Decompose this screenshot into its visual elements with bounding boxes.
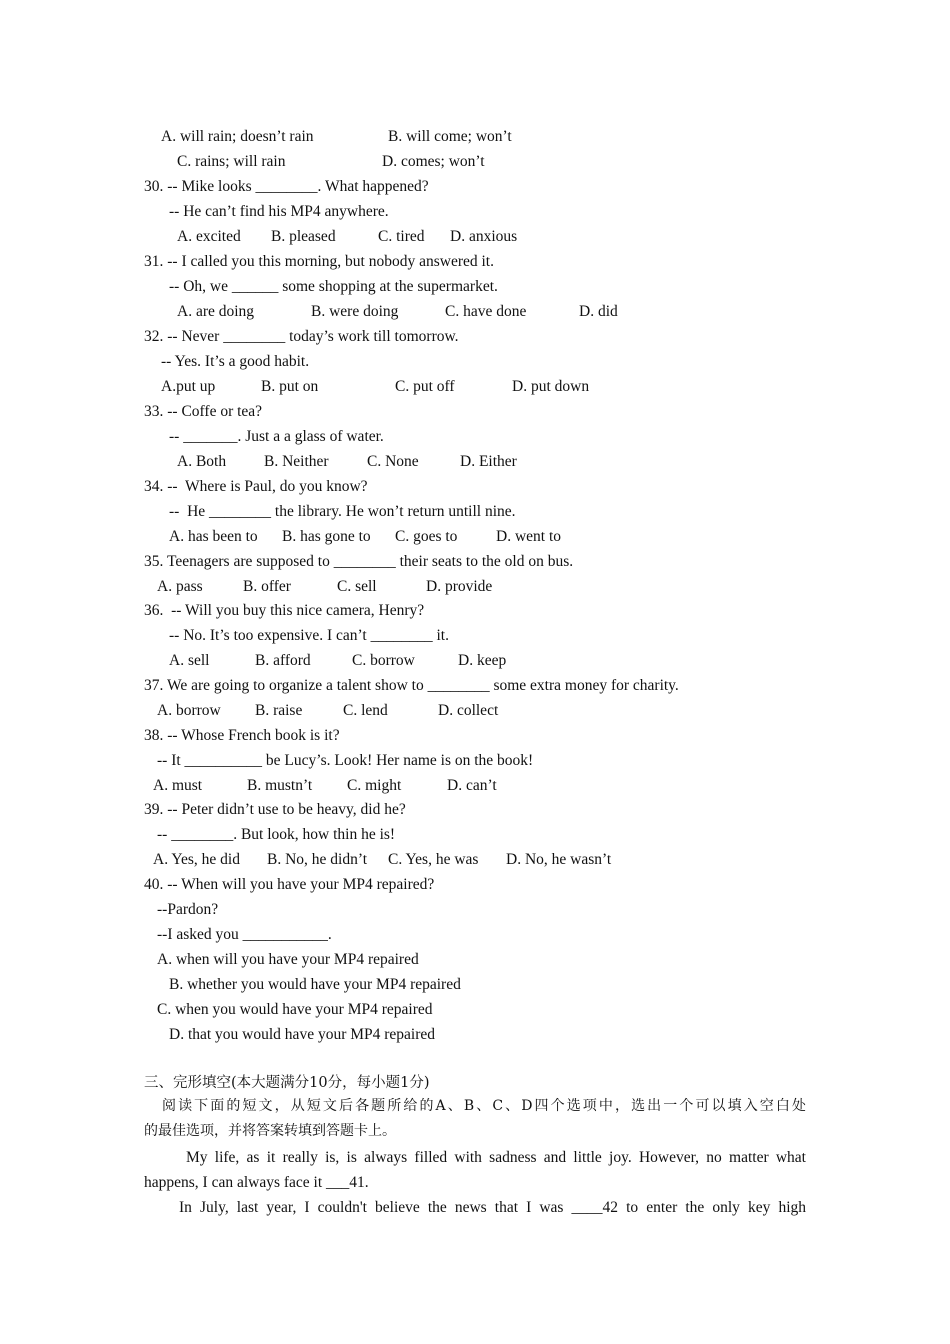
q34-option-d: D. went to [496, 528, 562, 545]
q36-option-a: A. sell [169, 652, 210, 669]
q32-option-d: D. put down [512, 378, 590, 395]
q34-option-c: C. goes to [395, 528, 458, 545]
q31-reply: -- Oh, we ______ some shopping at the supermarket. [169, 278, 498, 295]
q40-option-a: A. when will you have your MP4 repaired [157, 951, 419, 968]
q30-option-d: D. anxious [450, 228, 518, 245]
q29-option-a: A. will rain; doesn’t rain [161, 128, 314, 145]
q36-reply: -- No. It’s too expensive. I can’t ________ it. [169, 627, 449, 644]
q36-stem: 36. -- Will you buy this nice camera, Henry? [144, 602, 425, 619]
q38-stem: 38. -- Whose French book is it? [144, 727, 340, 744]
q35-option-d: D. provide [426, 578, 493, 595]
q38-option-a: A. must [153, 777, 203, 794]
q37-option-d: D. collect [438, 702, 499, 719]
q32-option-b: B. put on [261, 378, 319, 395]
q33-option-d: D. Either [460, 453, 517, 470]
q35-stem: 35. Teenagers are supposed to ________ their seats to the old on bus. [144, 553, 574, 570]
passage-p2-line-1: In July, last year, I couldn't believe the news that I was ____42 to enter the only key high [179, 1199, 806, 1216]
q38-reply: -- It __________ be Lucy’s. Look! Her name is on the book! [157, 752, 534, 769]
section-3-instruction-line-2: 的最佳选项，并将答案转填到答题卡上。 [144, 1123, 396, 1139]
q30-option-b: B. pleased [271, 228, 336, 245]
q31-option-a: A. are doing [177, 303, 255, 320]
q34-stem: 34. -- Where is Paul, do you know? [144, 478, 368, 495]
q30-stem: 30. -- Mike looks ________. What happened? [144, 178, 429, 195]
q36-option-b: B. afford [255, 652, 311, 669]
q32-reply: -- Yes. It’s a good habit. [161, 353, 310, 370]
q39-option-a: A. Yes, he did [153, 851, 240, 868]
section-3-instruction-line-1: 阅读下面的短文，从短文后各题所给的A、B、C、D四个选项中，选出一个可以填入空白处 [162, 1098, 806, 1114]
section-3-title: 三、完形填空(本大题满分10分，每小题1分) [144, 1075, 430, 1091]
q36-option-d: D. keep [458, 652, 507, 669]
q37-stem: 37. We are going to organize a talent show to ________ some extra money for charity. [144, 677, 679, 694]
q37-option-b: B. raise [255, 702, 303, 719]
q33-option-a: A. Both [177, 453, 227, 470]
q30-reply: -- He can’t find his MP4 anywhere. [169, 203, 389, 220]
q31-option-c: C. have done [445, 303, 527, 320]
q31-option-d: D. did [579, 303, 618, 320]
q38-option-d: D. can’t [447, 777, 497, 794]
q40-reply-2: --I asked you ___________. [157, 926, 332, 943]
q34-reply: -- He ________ the library. He won’t return untill nine. [169, 503, 516, 520]
q32-option-a: A.put up [161, 378, 216, 395]
q33-option-b: B. Neither [264, 453, 329, 470]
q30-option-c: C. tired [378, 228, 425, 245]
passage-p1-line-2: happens, I can always face it ___41. [144, 1174, 369, 1191]
q34-option-b: B. has gone to [282, 528, 371, 545]
q33-stem: 33. -- Coffe or tea? [144, 403, 263, 420]
q30-option-a: A. excited [177, 228, 241, 245]
q32-stem: 32. -- Never ________ today’s work till tomorrow. [144, 328, 459, 345]
q29-option-d: D. comes; won’t [382, 153, 485, 170]
q35-option-b: B. offer [243, 578, 291, 595]
q29-option-c: C. rains; will rain [177, 153, 286, 170]
q36-option-c: C. borrow [352, 652, 415, 669]
q31-stem: 31. -- I called you this morning, but nobody answered it. [144, 253, 494, 270]
q34-option-a: A. has been to [169, 528, 258, 545]
q33-reply: -- _______. Just a a glass of water. [169, 428, 384, 445]
q33-option-c: C. None [367, 453, 419, 470]
q32-option-c: C. put off [395, 378, 455, 395]
q40-option-b: B. whether you would have your MP4 repaired [169, 976, 461, 993]
q35-option-a: A. pass [157, 578, 203, 595]
q37-option-c: C. lend [343, 702, 388, 719]
q29-option-b: B. will come; won’t [388, 128, 512, 145]
q35-option-c: C. sell [337, 578, 377, 595]
q38-option-c: C. might [347, 777, 402, 794]
q39-option-b: B. No, he didn’t [267, 851, 368, 868]
passage-p1-line-1: My life, as it really is, is always filled with sadness and little joy. However, no matter what [186, 1149, 806, 1166]
q40-option-c: C. when you would have your MP4 repaired [157, 1001, 433, 1018]
q38-option-b: B. mustn’t [247, 777, 313, 794]
q39-reply: -- ________. But look, how thin he is! [157, 826, 396, 843]
q39-option-d: D. No, he wasn’t [506, 851, 612, 868]
q40-option-d: D. that you would have your MP4 repaired [169, 1026, 436, 1043]
q40-stem: 40. -- When will you have your MP4 repaired? [144, 876, 435, 893]
q40-reply-1: --Pardon? [157, 901, 219, 918]
q39-option-c: C. Yes, he was [388, 851, 479, 868]
q37-option-a: A. borrow [157, 702, 221, 719]
q39-stem: 39. -- Peter didn’t use to be heavy, did he? [144, 801, 406, 818]
q31-option-b: B. were doing [311, 303, 399, 320]
